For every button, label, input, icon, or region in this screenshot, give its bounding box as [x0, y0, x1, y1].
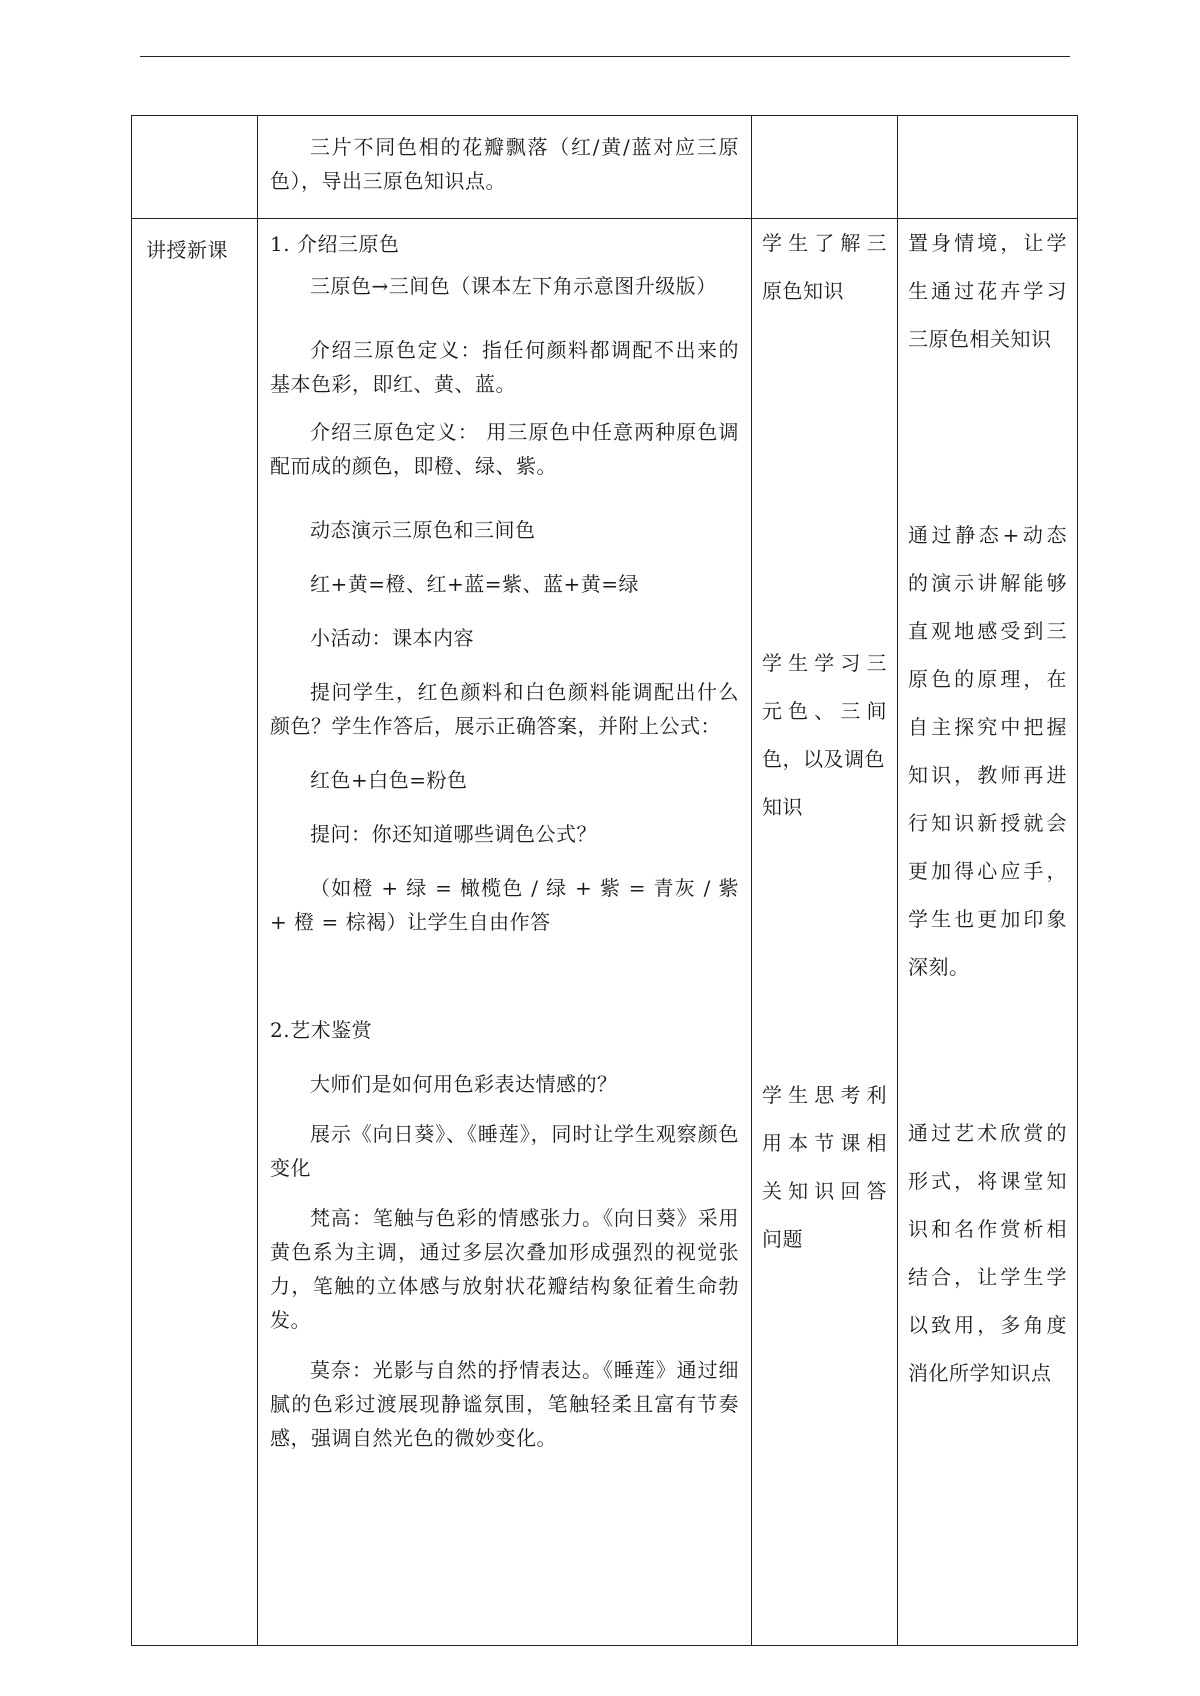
section1-p9: 提问：你还知道哪些调色公式？ — [310, 822, 597, 846]
section2-p4: 莫奈：光影与自然的抒情表达。《睡莲》通过细腻的色彩过渡展现静谧氛围，笔触轻柔且富有节奏感，强调自然光色的微妙变化。 — [270, 1358, 739, 1450]
intent-note-1: 置身情境，让学 生通过花卉学习 三原色相关知识 — [908, 231, 1067, 351]
section1-p8: 红色+白色=粉色 — [310, 768, 468, 792]
student-note-1: 学生了解三 原色知识 — [762, 231, 887, 303]
section1-p1: 三原色→三间色（课本左下角示意图升级版） — [310, 274, 717, 298]
section1-p7: 提问学生，红色颜料和白色颜料能调配出什么颜色？学生作答后，展示正确答案，并附上公式： — [270, 680, 739, 738]
intro-text: 三片不同色相的花瓣飘落（红/黄/蓝对应三原色），导出三原色知识点。 — [270, 135, 739, 193]
stage-cell — [132, 219, 258, 1646]
student-note-2: 学生学习三 元色、三间 色，以及调色 知识 — [762, 651, 887, 819]
section2-p1: 大师们是如何用色彩表达情感的？ — [310, 1072, 618, 1096]
section1-p6: 小活动：课本内容 — [310, 626, 474, 650]
header-rule — [140, 56, 1070, 57]
section1-p5: 红+黄=橙、红+蓝=紫、蓝+黄=绿 — [310, 572, 640, 596]
section2-p2: 展示《向日葵》、《睡莲》，同时让学生观察颜色变化 — [270, 1122, 739, 1180]
content-cell-intro — [258, 116, 752, 219]
student-activity-cell — [752, 219, 898, 1646]
lesson-plan-table — [131, 115, 1078, 1646]
section1-p2: 介绍三原色定义：指任何颜料都调配不出来的基本色彩，即红、黄、蓝。 — [270, 338, 739, 396]
section1-heading: 1. 介绍三原色 — [270, 232, 400, 256]
intent-cell-empty — [898, 116, 1078, 219]
stage-label: 讲授新课 — [146, 238, 228, 262]
section1-p10: （如橙 + 绿 = 橄榄色 / 绿 + 紫 = 青灰 / 紫 + 橙 = 棕褐）让学生自由作答 — [270, 876, 739, 934]
section1-p4: 动态演示三原色和三间色 — [310, 518, 536, 542]
design-intent-cell — [898, 219, 1078, 1646]
stage-cell-empty — [132, 116, 258, 219]
student-cell-empty — [752, 116, 898, 219]
table-row-intro — [132, 116, 1078, 219]
section1-p3: 介绍三原色定义： 用三原色中任意两种原色调配而成的颜色，即橙、绿、紫。 — [270, 420, 739, 478]
section2-heading: 2.艺术鉴赏 — [270, 1018, 373, 1042]
content-cell-new-lesson — [258, 219, 752, 1646]
intent-note-3: 通过艺术欣赏的 形式，将课堂知 识和名作赏析相 结合，让学生学 以致用，多角度 消化所学知识点 — [908, 1121, 1067, 1385]
intent-note-2: 通过静态+动态 的演示讲解能够 直观地感受到三 原色的原理，在 自主探究中把握 知识，教师再进 行知识新授就会 更加得心应手， 学生也更加印象 深刻。 — [908, 523, 1067, 979]
table-row-new-lesson — [132, 219, 1078, 1646]
student-note-3: 学生思考利 用本节课相 关知识回答 问题 — [762, 1083, 887, 1251]
section2-p3: 梵高：笔触与色彩的情感张力。《向日葵》采用黄色系为主调，通过多层次叠加形成强烈的视觉张力，笔触的立体感与放射状花瓣结构象征着生命勃发。 — [270, 1206, 739, 1332]
